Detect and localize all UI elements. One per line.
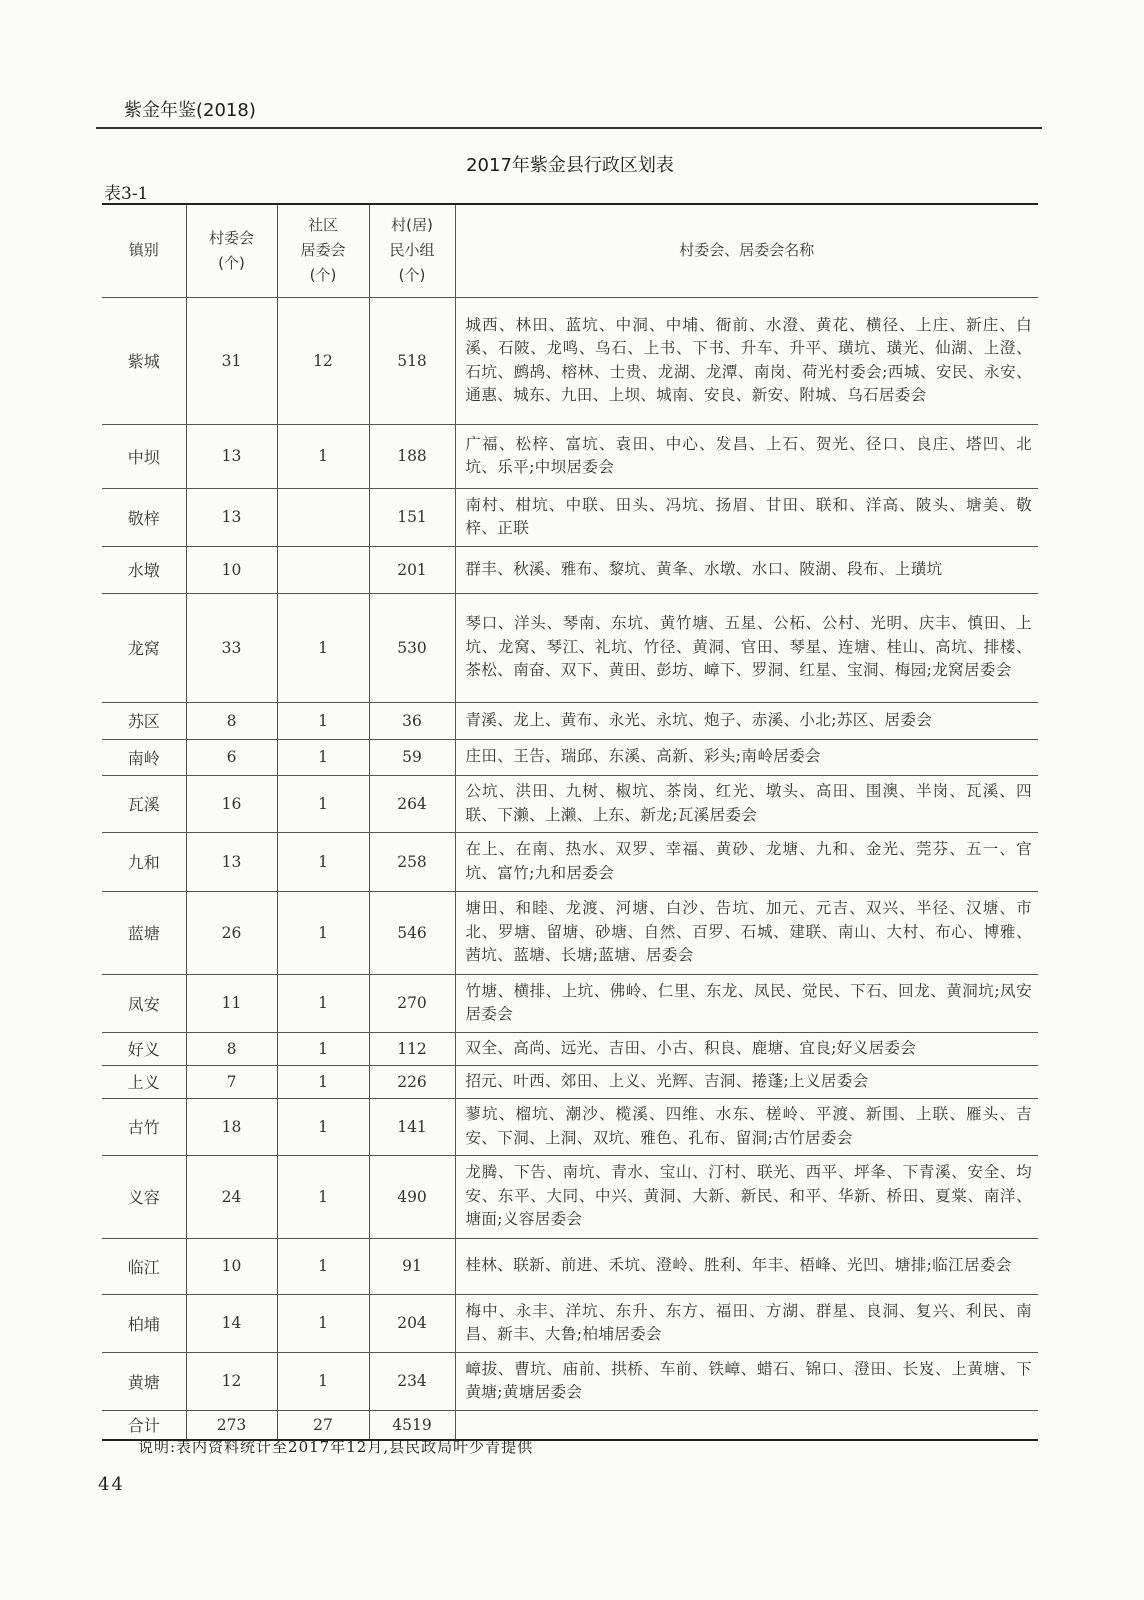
names-cell: 桂林、联新、前进、禾坑、澄岭、胜利、年丰、梧峰、光凹、塘排;临江居委会 bbox=[455, 1238, 1038, 1294]
table-row bbox=[102, 424, 1038, 488]
town-cell: 蓝塘 bbox=[102, 891, 186, 974]
header-communities-line3: (个) bbox=[309, 266, 337, 285]
groups-cell: 490 bbox=[369, 1155, 455, 1238]
communities-cell: 1 bbox=[277, 974, 369, 1032]
town-cell: 敬梓 bbox=[102, 488, 186, 546]
names-cell: 琴口、洋头、琴南、东坑、黄竹塘、五星、公柘、公村、光明、庆丰、慎田、上坑、龙窝、琴江、礼坑、竹径、黄洞、官田、琴星、连塘、桂山、高坑、排楼、茶松、南奋、双下、黄田、彭坊、嶂下、罗洞、红星、宝洞、梅园;龙窝居委会 bbox=[455, 593, 1038, 702]
groups-cell: 234 bbox=[369, 1352, 455, 1410]
total-villages-cell: 273 bbox=[186, 1410, 277, 1440]
groups-cell: 270 bbox=[369, 974, 455, 1032]
groups-cell: 91 bbox=[369, 1238, 455, 1294]
header-communities-line2: 居委会 bbox=[300, 241, 346, 260]
groups-cell: 201 bbox=[369, 546, 455, 593]
table-row bbox=[102, 702, 1038, 739]
header-groups-line2: 民小组 bbox=[389, 241, 435, 260]
communities-cell bbox=[277, 488, 369, 546]
table-row bbox=[102, 775, 1038, 832]
town-cell: 义容 bbox=[102, 1155, 186, 1238]
villages-cell: 8 bbox=[186, 1032, 277, 1065]
header-villages-line2: (个) bbox=[218, 253, 245, 272]
communities-cell: 1 bbox=[277, 702, 369, 739]
groups-cell: 530 bbox=[369, 593, 455, 702]
communities-cell: 1 bbox=[277, 1032, 369, 1065]
header-groups bbox=[369, 204, 455, 297]
communities-cell: 1 bbox=[277, 739, 369, 775]
town-cell: 瓦溪 bbox=[102, 775, 186, 832]
villages-cell: 24 bbox=[186, 1155, 277, 1238]
villages-cell: 18 bbox=[186, 1098, 277, 1155]
header-rule bbox=[96, 127, 1042, 129]
villages-cell: 11 bbox=[186, 974, 277, 1032]
total-names-cell bbox=[455, 1410, 1038, 1440]
villages-cell: 13 bbox=[186, 832, 277, 891]
villages-cell: 14 bbox=[186, 1294, 277, 1352]
names-cell: 青溪、龙上、黄布、永光、永坑、炮子、赤溪、小北;苏区、居委会 bbox=[455, 702, 1038, 739]
names-cell: 南村、柑坑、中联、田头、冯坑、扬眉、甘田、联和、洋高、陂头、塘美、敬梓、正联 bbox=[455, 488, 1038, 546]
villages-cell: 26 bbox=[186, 891, 277, 974]
table-row bbox=[102, 891, 1038, 974]
villages-cell: 10 bbox=[186, 546, 277, 593]
header-communities-line1: 社区 bbox=[307, 216, 338, 235]
names-cell: 公坑、洪田、九树、椒坑、茶岗、红光、墩头、高田、围澳、半岗、瓦溪、四联、下濑、上濑、上东、新龙;瓦溪居委会 bbox=[455, 775, 1038, 832]
names-cell: 蓼坑、榴坑、潮沙、榄溪、四维、水东、槎岭、平渡、新围、上联、雁头、吉安、下洞、上洞、双坑、雅色、孔布、留洞;古竹居委会 bbox=[455, 1098, 1038, 1155]
villages-cell: 7 bbox=[186, 1065, 277, 1098]
groups-cell: 226 bbox=[369, 1065, 455, 1098]
town-cell: 古竹 bbox=[102, 1098, 186, 1155]
groups-cell: 258 bbox=[369, 832, 455, 891]
names-cell: 群丰、秋溪、雅布、黎坑、黄夆、水墩、水口、陂湖、段布、上璜坑 bbox=[455, 546, 1038, 593]
header-villages bbox=[186, 204, 277, 297]
groups-cell: 36 bbox=[369, 702, 455, 739]
groups-cell: 141 bbox=[369, 1098, 455, 1155]
table-row bbox=[102, 832, 1038, 891]
groups-cell: 188 bbox=[369, 424, 455, 488]
villages-cell: 8 bbox=[186, 702, 277, 739]
communities-cell: 1 bbox=[277, 1352, 369, 1410]
book-title: 紫金年鉴(2018) bbox=[124, 100, 256, 121]
names-cell: 双全、高尚、远光、吉田、小古、积良、鹿塘、宜良;好义居委会 bbox=[455, 1032, 1038, 1065]
table-row bbox=[102, 1098, 1038, 1155]
communities-cell: 1 bbox=[277, 593, 369, 702]
names-cell: 城西、林田、蓝坑、中洞、中埔、衙前、水澄、黄花、横径、上庄、新庄、白溪、石陂、龙鸣、乌石、上书、下书、升车、升平、璜坑、璜光、仙湖、上澄、石坑、鹧鸪、榕林、士贵、龙湖、龙潭、南岗、荷光村委会;西城、安民、永安、通惠、城东、九田、上坝、城南、安良、新安、附城、乌石居委会 bbox=[455, 297, 1038, 424]
villages-cell: 13 bbox=[186, 424, 277, 488]
header-groups-line3: (个) bbox=[398, 266, 426, 285]
communities-cell: 12 bbox=[277, 297, 369, 424]
groups-cell: 264 bbox=[369, 775, 455, 832]
table-number: 表3-1 bbox=[104, 184, 149, 204]
page-number: 44 bbox=[98, 1474, 125, 1495]
town-cell: 苏区 bbox=[102, 702, 186, 739]
groups-cell: 151 bbox=[369, 488, 455, 546]
header-names: 村委会、居委会名称 bbox=[455, 204, 1038, 297]
town-cell: 九和 bbox=[102, 832, 186, 891]
total-groups-cell: 4519 bbox=[369, 1410, 455, 1440]
villages-cell: 12 bbox=[186, 1352, 277, 1410]
names-cell: 庄田、王告、瑞邱、东溪、高新、彩头;南岭居委会 bbox=[455, 739, 1038, 775]
names-cell: 梅中、永丰、洋坑、东升、东方、福田、方湖、群星、良洞、复兴、利民、南昌、新丰、大鲁;柏埔居委会 bbox=[455, 1294, 1038, 1352]
villages-cell: 10 bbox=[186, 1238, 277, 1294]
table-row bbox=[102, 974, 1038, 1032]
town-cell: 柏埔 bbox=[102, 1294, 186, 1352]
communities-cell: 1 bbox=[277, 891, 369, 974]
town-cell: 水墩 bbox=[102, 546, 186, 593]
communities-cell: 1 bbox=[277, 775, 369, 832]
villages-cell: 31 bbox=[186, 297, 277, 424]
total-label-cell: 合计 bbox=[102, 1410, 186, 1440]
header-communities bbox=[277, 204, 369, 297]
names-cell: 龙腾、下告、南坑、青水、宝山、汀村、联光、西平、坪夆、下青溪、安全、均安、东平、大同、中兴、黄洞、大新、新民、和平、华新、桥田、夏棠、南洋、塘面;义容居委会 bbox=[455, 1155, 1038, 1238]
table-row bbox=[102, 1155, 1038, 1238]
villages-cell: 6 bbox=[186, 739, 277, 775]
table-note: 说明:表内资料统计至2017年12月,县民政局叶少青提供 bbox=[138, 1438, 534, 1456]
communities-cell: 1 bbox=[277, 1065, 369, 1098]
groups-cell: 546 bbox=[369, 891, 455, 974]
table-title: 2017年紫金县行政区划表 bbox=[466, 155, 674, 176]
table-row bbox=[102, 739, 1038, 775]
table-row bbox=[102, 1032, 1038, 1065]
header-villages-line1: 村委会 bbox=[208, 228, 254, 247]
groups-cell: 59 bbox=[369, 739, 455, 775]
villages-cell: 33 bbox=[186, 593, 277, 702]
town-cell: 龙窝 bbox=[102, 593, 186, 702]
town-cell: 黄塘 bbox=[102, 1352, 186, 1410]
names-cell: 招元、叶西、郊田、上义、光辉、吉洞、捲蓬;上义居委会 bbox=[455, 1065, 1038, 1098]
table-row bbox=[102, 546, 1038, 593]
table-row bbox=[102, 1352, 1038, 1410]
groups-cell: 518 bbox=[369, 297, 455, 424]
header-row bbox=[102, 204, 1038, 297]
header-groups-line1: 村(居) bbox=[391, 216, 433, 235]
names-cell: 塘田、和睦、龙渡、河塘、白沙、告坑、加元、元吉、双兴、半径、汉塘、市北、罗塘、留塘、砂塘、自然、百罗、石城、建联、南山、大村、布心、博雅、茜坑、蓝塘、长塘;蓝塘、居委会 bbox=[455, 891, 1038, 974]
communities-cell: 1 bbox=[277, 1238, 369, 1294]
table-row bbox=[102, 1294, 1038, 1352]
communities-cell bbox=[277, 546, 369, 593]
villages-cell: 13 bbox=[186, 488, 277, 546]
table-row bbox=[102, 1065, 1038, 1098]
names-cell: 嶂拔、曹坑、庙前、拱桥、车前、铁嶂、蜡石、锦口、澄田、长岌、上黄塘、下黄塘;黄塘居委会 bbox=[455, 1352, 1038, 1410]
header-town: 镇别 bbox=[102, 204, 186, 297]
total-communities-cell: 27 bbox=[277, 1410, 369, 1440]
table-row bbox=[102, 1238, 1038, 1294]
names-cell: 竹塘、横排、上坑、佛岭、仁里、东龙、凤民、觉民、下石、回龙、黄洞坑;凤安居委会 bbox=[455, 974, 1038, 1032]
groups-cell: 112 bbox=[369, 1032, 455, 1065]
groups-cell: 204 bbox=[369, 1294, 455, 1352]
table-row bbox=[102, 593, 1038, 702]
communities-cell: 1 bbox=[277, 832, 369, 891]
town-cell: 好义 bbox=[102, 1032, 186, 1065]
town-cell: 临江 bbox=[102, 1238, 186, 1294]
names-cell: 在上、在南、热水、双罗、幸福、黄砂、龙塘、九和、金光、莞芬、五一、官坑、富竹;九和居委会 bbox=[455, 832, 1038, 891]
town-cell: 凤安 bbox=[102, 974, 186, 1032]
communities-cell: 1 bbox=[277, 1294, 369, 1352]
communities-cell: 1 bbox=[277, 424, 369, 488]
villages-cell: 16 bbox=[186, 775, 277, 832]
town-cell: 紫城 bbox=[102, 297, 186, 424]
table-row bbox=[102, 488, 1038, 546]
table-row bbox=[102, 297, 1038, 424]
communities-cell: 1 bbox=[277, 1098, 369, 1155]
town-cell: 中坝 bbox=[102, 424, 186, 488]
names-cell: 广福、松梓、富坑、袁田、中心、发昌、上石、贺光、径口、良庄、塔凹、北坑、乐平;中坝居委会 bbox=[455, 424, 1038, 488]
communities-cell: 1 bbox=[277, 1155, 369, 1238]
town-cell: 南岭 bbox=[102, 739, 186, 775]
town-cell: 上义 bbox=[102, 1065, 186, 1098]
division-table bbox=[102, 203, 1038, 1441]
